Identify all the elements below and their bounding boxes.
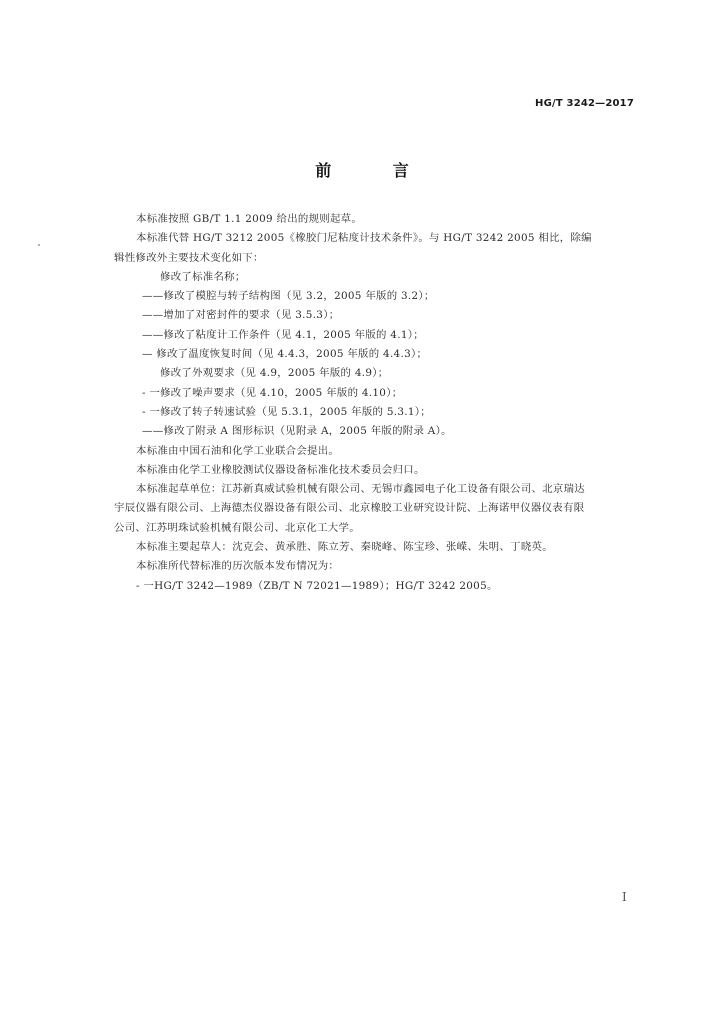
paragraph-drafting-units-line1: 本标准起草单位：江苏新真威试验机械有限公司、无锡市鑫园电子化工设备有限公司、北京瑞达 <box>136 483 586 496</box>
paragraph-previous-editions-list: - 一HG/T 3242—1989（ZB/T N 72021—1989）；HG/T 3242 2005。 <box>136 579 498 592</box>
change-item-name: 修改了标准名称； <box>160 270 246 283</box>
paragraph-drafters: 本标准主要起草人：沈克会、黄承胜、陈立芳、秦晓峰、陈宝珍、张嵘、朱明、丁晓英。 <box>136 541 553 554</box>
document-header-code: HG/T 3242—2017 <box>535 98 634 109</box>
page-title: 前 言 <box>315 161 437 180</box>
paragraph-replaces-line1: 本标准代替 HG/T 3212 2005《橡胶门尼粘度计技术条件》。与 HG/T 3242 2005 相比，除编 <box>136 232 592 245</box>
change-item-noise: - 一修改了噪声要求（见 4.10，2005 年版的 4.10）； <box>142 386 403 399</box>
page-number: I <box>622 890 627 904</box>
change-item-structure: ——修改了模腔与转子结构图（见 3.2，2005 年版的 3.2）； <box>142 290 435 303</box>
paragraph-administered-by: 本标准由化学工业橡胶测试仪器设备标准化技术委员会归口。 <box>136 463 425 476</box>
change-item-temperature-recovery: — 修改了温度恢复时间（见 4.4.3，2005 年版的 4.4.3）； <box>142 348 428 361</box>
foreword-body <box>114 210 634 596</box>
change-item-rotor-speed: - 一修改了转子转速试验（见 5.3.1，2005 年版的 5.3.1）； <box>142 405 431 418</box>
change-item-seal: ——增加了对密封件的要求（见 3.5.3）； <box>142 309 340 322</box>
edge-mark <box>38 244 40 246</box>
paragraph-previous-editions: 本标准所代替标准的历次版本发布情况为： <box>136 560 340 573</box>
paragraph-replaces-line2: 辑性修改外主要技术变化如下： <box>114 251 264 264</box>
change-item-appearance: 修改了外观要求（见 4.9，2005 年版的 4.9）； <box>160 367 389 380</box>
paragraph-drafting-units-line2: 宇辰仪器有限公司、上海德杰仪器设备有限公司、北京橡胶工业研究设计院、上海诺甲仪器仪表有限 <box>114 502 585 515</box>
change-item-annex-a: ——修改了附录 A 图形标识（见附录 A，2005 年版的附录 A）。 <box>142 425 452 438</box>
change-item-working-conditions: ——修改了粘度计工作条件（见 4.1，2005 年版的 4.1）； <box>142 328 424 341</box>
paragraph-drafting-rules: 本标准按照 GB/T 1.1 2009 给出的规则起草。 <box>136 213 363 225</box>
paragraph-drafting-units-line3: 公司、江苏明珠试验机械有限公司、北京化工大学。 <box>114 521 360 534</box>
paragraph-proposed-by: 本标准由中国石油和化学工业联合会提出。 <box>136 444 340 457</box>
